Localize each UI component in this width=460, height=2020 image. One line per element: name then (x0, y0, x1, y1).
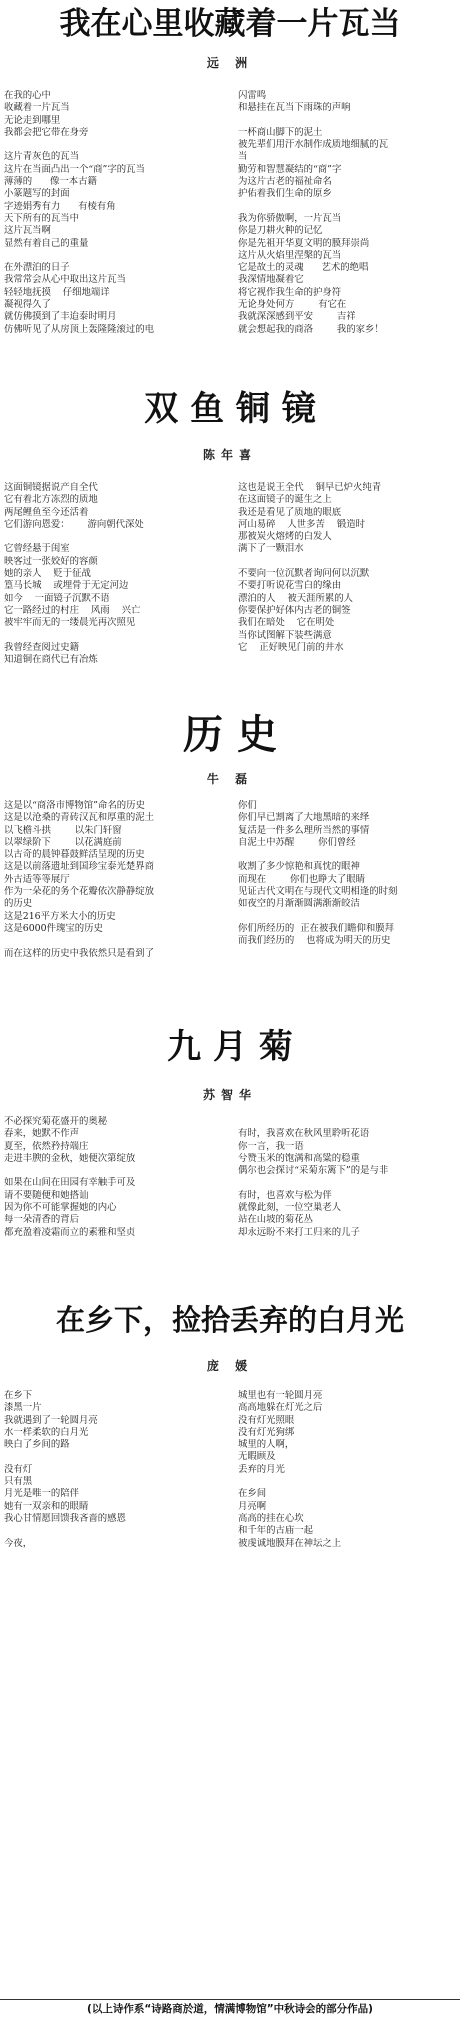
poem-line: 以古奇的晨钟暮鼓鲜活呈现的历史 (4, 849, 145, 861)
poem-line: 河山易碎 人世多苦 锻造时 (238, 518, 365, 530)
poem-line: 在外漂泊的日子 (4, 262, 70, 274)
poem-line: 被虔诚地膜拜在神坛之上 (238, 1537, 342, 1549)
poem-column-left (4, 90, 230, 336)
poem-line: 自泥土中苏醒 你们曾经 (238, 836, 356, 848)
poem-line: 都充盈着凌霜而立的素雅和坚贞 (4, 1226, 136, 1238)
poem-line: 那被炭火熔烤的白发人 (238, 531, 332, 543)
poem-column-left (4, 482, 230, 666)
poem-line: 月亮啊 (238, 1500, 267, 1512)
poem-line: 将它视作我生命的护身符 (238, 286, 342, 298)
poem-author: 陈年喜 (202, 448, 257, 462)
poem-line: 和千年的古庙一起 (238, 1525, 314, 1537)
poem-line: 收藏着一片瓦当 (4, 102, 70, 114)
poem-line: 为这片古老的福祉命名 (238, 176, 332, 188)
poem-line: 以翠绿阶下 以花满庭前 (4, 836, 122, 848)
poem-line: 你们早已割离了大地黑暗的来绎 (238, 812, 370, 824)
poem-line: 只有黑 (4, 1476, 33, 1488)
poem-line: 我曾经查阅过史籍 (4, 641, 80, 653)
poem-line: 兮赞玉米的饱满和高粱的稳重 (238, 1152, 360, 1164)
poem-line: 如果在山间在田园有幸触手可及 (4, 1177, 136, 1189)
poem-line: 这是以“商洛市博物馆”命名的历史 (4, 800, 145, 811)
poem-line: 无论身处何方 有它在 (238, 299, 347, 311)
poem-author: 牛 磊 (206, 772, 254, 786)
poem-title: 九 月 菊 (167, 1027, 293, 1067)
poem-line (238, 1177, 458, 1189)
poem-line: 你们 (238, 800, 257, 811)
poem-line: 没有灯光狗绑 (238, 1426, 295, 1438)
poem-line: 我们在暗处 它在明处 (238, 617, 335, 629)
poem-line: 我常常会从心中取出这片瓦当 (4, 274, 126, 286)
poem-line: 如夜空的月渐渐圆满渐渐皎洁 (238, 898, 360, 910)
poem-line: 没有灯 (4, 1463, 33, 1475)
poem-line: 就仿佛摸到了丰迨泰时明月 (4, 311, 117, 323)
poem-line: 我都会把它带在身旁 (4, 126, 89, 138)
poem-line: 高高的挂在心坎 (238, 1512, 304, 1524)
poem-line: 显然有着自己的重量 (4, 237, 89, 249)
poem-line: 我深情地凝着它 (238, 274, 304, 286)
poem-1 (0, 0, 460, 352)
poem-line: 春来，她默不作声 (4, 1128, 80, 1140)
poem-column-left (4, 1116, 230, 1239)
poem-line: 字迹娟秀有力 有棱有角 (4, 200, 116, 212)
poem-line: 月光是唯一的陪伴 (4, 1488, 80, 1500)
poem-line (238, 115, 458, 127)
poem-author: 苏智华 (202, 1088, 257, 1102)
poem-line: 这也是说王全代 铜早已炉火纯青 (238, 482, 382, 493)
poem-line: 你是刀耕火种的记忆 (238, 225, 323, 237)
poem-line: 却永远盼不来打工归来的儿子 (238, 1226, 360, 1238)
poem-line: 护佑着我们生命的原乡 (238, 188, 332, 200)
poem-line: 今夜， (4, 1537, 33, 1549)
poem-line: 的历史 (4, 898, 33, 910)
poem-line: 它们游向恩爱： 游向朝代深处 (4, 518, 144, 530)
poem-line (238, 1476, 458, 1488)
poem-line: 在我的心中 (4, 90, 51, 101)
poem-line: 复活是一件多么理所当然的事情 (238, 824, 370, 836)
poem-line: 高高地躲在灯光之后 (238, 1402, 323, 1414)
poem-line: 漂泊的人 被天涯所累的人 (238, 592, 354, 604)
poem-line: 天下所有的瓦当中 (4, 212, 80, 224)
poem-line (4, 630, 230, 642)
poem-line: 无论走到哪里 (4, 114, 61, 126)
poem-line: 外古适等等展厅 (4, 873, 70, 885)
poem-title: 历 史 (183, 711, 277, 758)
poem-line: 勤劳和智慧凝结的“商”字 (238, 163, 342, 175)
poem-line: 这是以前落遗址到国珍宝泰光楚界商 (4, 861, 155, 873)
poem-line: 它一路经过的村庄 风雨 兴亡 (4, 604, 141, 616)
poem-line: 如今 一面镜子沉默不语 (4, 592, 110, 604)
poem-column-right (238, 800, 458, 948)
poem-line: 在乡间 (238, 1488, 267, 1500)
poem-line: 不要向一位沉默者询问何以沉默 (238, 568, 370, 580)
poem-line: 作为一朵花的务个花瓣依次静静绽放 (4, 886, 155, 898)
poem-line (4, 1165, 230, 1177)
poem-author: 远 洲 (206, 56, 254, 70)
poem-line: 它曾经悬于闺室 (4, 543, 70, 555)
poem-column-right (238, 90, 458, 336)
poem-line: 小篆题写的封面 (4, 188, 70, 200)
poem-line: 就像此刻，一位空巢老人 (238, 1202, 342, 1214)
poem-line: 见证古代文明在与现代文明相逢的时刻 (238, 886, 398, 898)
poem-line: 我就深深感到平安 吉祥 (238, 311, 356, 323)
poem-line: 映白了乡间的路 (4, 1439, 70, 1451)
poem-line: 满下了一颗泪水 (238, 543, 304, 555)
poem-author: 庞 媛 (206, 1359, 254, 1373)
poem-line: 在乡下 (4, 1390, 33, 1401)
poem-line: 水一样柔软的白月光 (4, 1426, 89, 1438)
poem-line: 站在山坡的菊花丛 (238, 1214, 314, 1226)
poem-line: 一杯商山脚下的泥土 (238, 126, 323, 138)
poem-line: 漆黑一片 (4, 1402, 42, 1414)
poem-line: 请不要随便和她搭讪 (4, 1189, 89, 1201)
poem-line: 你是先祖开华夏文明的膜拜崇尚 (238, 237, 370, 249)
poem-line: 这片从火焰里涅槃的瓦当 (238, 249, 342, 261)
poem-title: 双 鱼 铜 镜 (144, 389, 316, 429)
poem-line (4, 935, 230, 947)
poem-line: 当你试图解下装些满意 (238, 629, 332, 641)
poem-line: 这是216平方米大小的历史 (4, 910, 116, 922)
poem-line: 被牢牢而无的一缕晨光再次照见 (4, 617, 136, 629)
poem-line: 我为你骄傲啊，一片瓦当 (238, 212, 342, 224)
poem-line: 我心甘情愿回馈我吝啬的感恩 (4, 1512, 126, 1524)
poem-line: 走进丰腴的金秋，她便次第绽放 (4, 1152, 136, 1164)
poem-column-left (4, 800, 230, 960)
poem-line: 我就遇到了一轮圆月亮 (4, 1414, 98, 1426)
poem-line: 就会想起我的商洛 我的家乡！ (238, 323, 384, 335)
poem-line: 薄薄的 像一本古籍 (4, 176, 97, 188)
poem-line: 知道铜在商代已有冶炼 (4, 654, 98, 666)
poem-line: 而我们经历的 也将成为明天的历史 (238, 935, 391, 947)
poem-line: 而现在 你们也睁大了眼睛 (238, 873, 365, 885)
poem-line (238, 849, 458, 861)
poem-line: 我还是看见了质地的眼底 (238, 506, 342, 518)
poem-line: 仿佛听见了从房顶上轰隆隆滚过的电 (4, 323, 155, 335)
poem-line: 你一言，我一语 (238, 1140, 304, 1152)
poem-line: 轻轻地抚摸 仔细地端详 (4, 286, 110, 298)
poem-line: 它有着北方冻烈的质地 (4, 494, 98, 506)
poem-line: 它是故土的灵魂 艺术的绝唱 (238, 262, 369, 274)
poem-line: 丢弃的月光 (238, 1463, 285, 1475)
poem-line: 映客过一张姣好的容颜 (4, 555, 98, 567)
poem-line: 被先辈们用汗水制作成质地细腻的瓦 (238, 139, 389, 151)
poem-line: 这片青灰色的瓦当 (4, 151, 80, 163)
poem-line: 和悬挂在瓦当下雨珠的声响 (238, 102, 351, 114)
poem-line: 在这面镜子的诞生之上 (238, 494, 332, 506)
poem-line: 篁马长城 或埋骨于无定河边 (4, 580, 129, 592)
poem-line: 你们所经历的 正在被我们瞻仰和膜拜 (238, 922, 394, 934)
poem-line: 这片在当面凸出一个“商”字的瓦当 (4, 163, 145, 175)
poem-line: 这片瓦当啊 (4, 225, 51, 237)
poem-line: 因为你不可能掌握她的内心 (4, 1202, 117, 1214)
poem-line (238, 911, 458, 923)
poem-line (238, 1116, 458, 1128)
poem-line: 当 (238, 151, 248, 163)
poem-line: 收割了多少惊艳和真忱的眼神 (238, 861, 360, 873)
footer-note: (以上诗作系“诗路商於道，情满博物馆”中秋诗会的部分作品) (0, 1999, 460, 2020)
poem-line (4, 1451, 230, 1463)
poem-column-left (4, 1390, 230, 1550)
poem-line: 城里也有一轮圆月亮 (238, 1390, 323, 1401)
poem-line: 它 正好映见门前的井水 (238, 641, 344, 653)
poem-line: 你要保护好体内古老的铜签 (238, 604, 351, 616)
poem-line (4, 531, 230, 543)
poem-line: 城里的人啊， (238, 1439, 295, 1451)
poem-line: 偶尔也会探讨“采菊东篱下”的是与非 (238, 1165, 389, 1177)
poem-line: 她的亲人 贬于征战 (4, 568, 91, 580)
poem-line (238, 556, 458, 568)
poem-line (238, 201, 458, 213)
poem-line: 凝视得久了 (4, 299, 51, 311)
poem-title: 在乡下，捡拾丢弃的白月光 (55, 1303, 404, 1337)
poem-line: 有时，我喜欢在秋风里聆听花语 (238, 1128, 370, 1140)
poem-line: 这是以沧桑的青砖汉瓦和厚重的泥土 (4, 812, 155, 824)
poem-column-right (238, 482, 458, 654)
poem-line: 这面铜镜据说产自全代 (4, 482, 98, 493)
poem-line: 闪雷鸣 (238, 90, 267, 101)
poem-column-right (238, 1390, 458, 1550)
poem-line: 两尾鲤鱼至今还活着 (4, 506, 89, 518)
poem-line: 夏至，依然矜持端庄 (4, 1140, 89, 1152)
poem-title: 我在心里收藏着一片瓦当 (59, 6, 401, 42)
poem-line: 不必探究菊花盛开的奥秘 (4, 1116, 108, 1127)
poem-line (4, 139, 230, 151)
poem-line: 没有灯光照眼 (238, 1414, 295, 1426)
poem-column-right (238, 1116, 458, 1239)
poem-line: 无暇顾及 (238, 1451, 276, 1463)
poem-line: 这是6000件瑰宝的历史 (4, 922, 103, 934)
poem-line: 不要打听说花雪白的缘由 (238, 580, 342, 592)
poem-line (4, 1525, 230, 1537)
poem-line: 她有一双亲和的眼睛 (4, 1500, 89, 1512)
poem-line (4, 250, 230, 262)
poem-line: 以飞檐斗拱 以朱门轩窗 (4, 824, 122, 836)
poem-line: 有时，也喜欢与松为伴 (238, 1189, 332, 1201)
poem-line: 每一朵清香的背后 (4, 1214, 80, 1226)
poem-line: 而在这样的历史中我依然只是看到了 (4, 947, 155, 959)
